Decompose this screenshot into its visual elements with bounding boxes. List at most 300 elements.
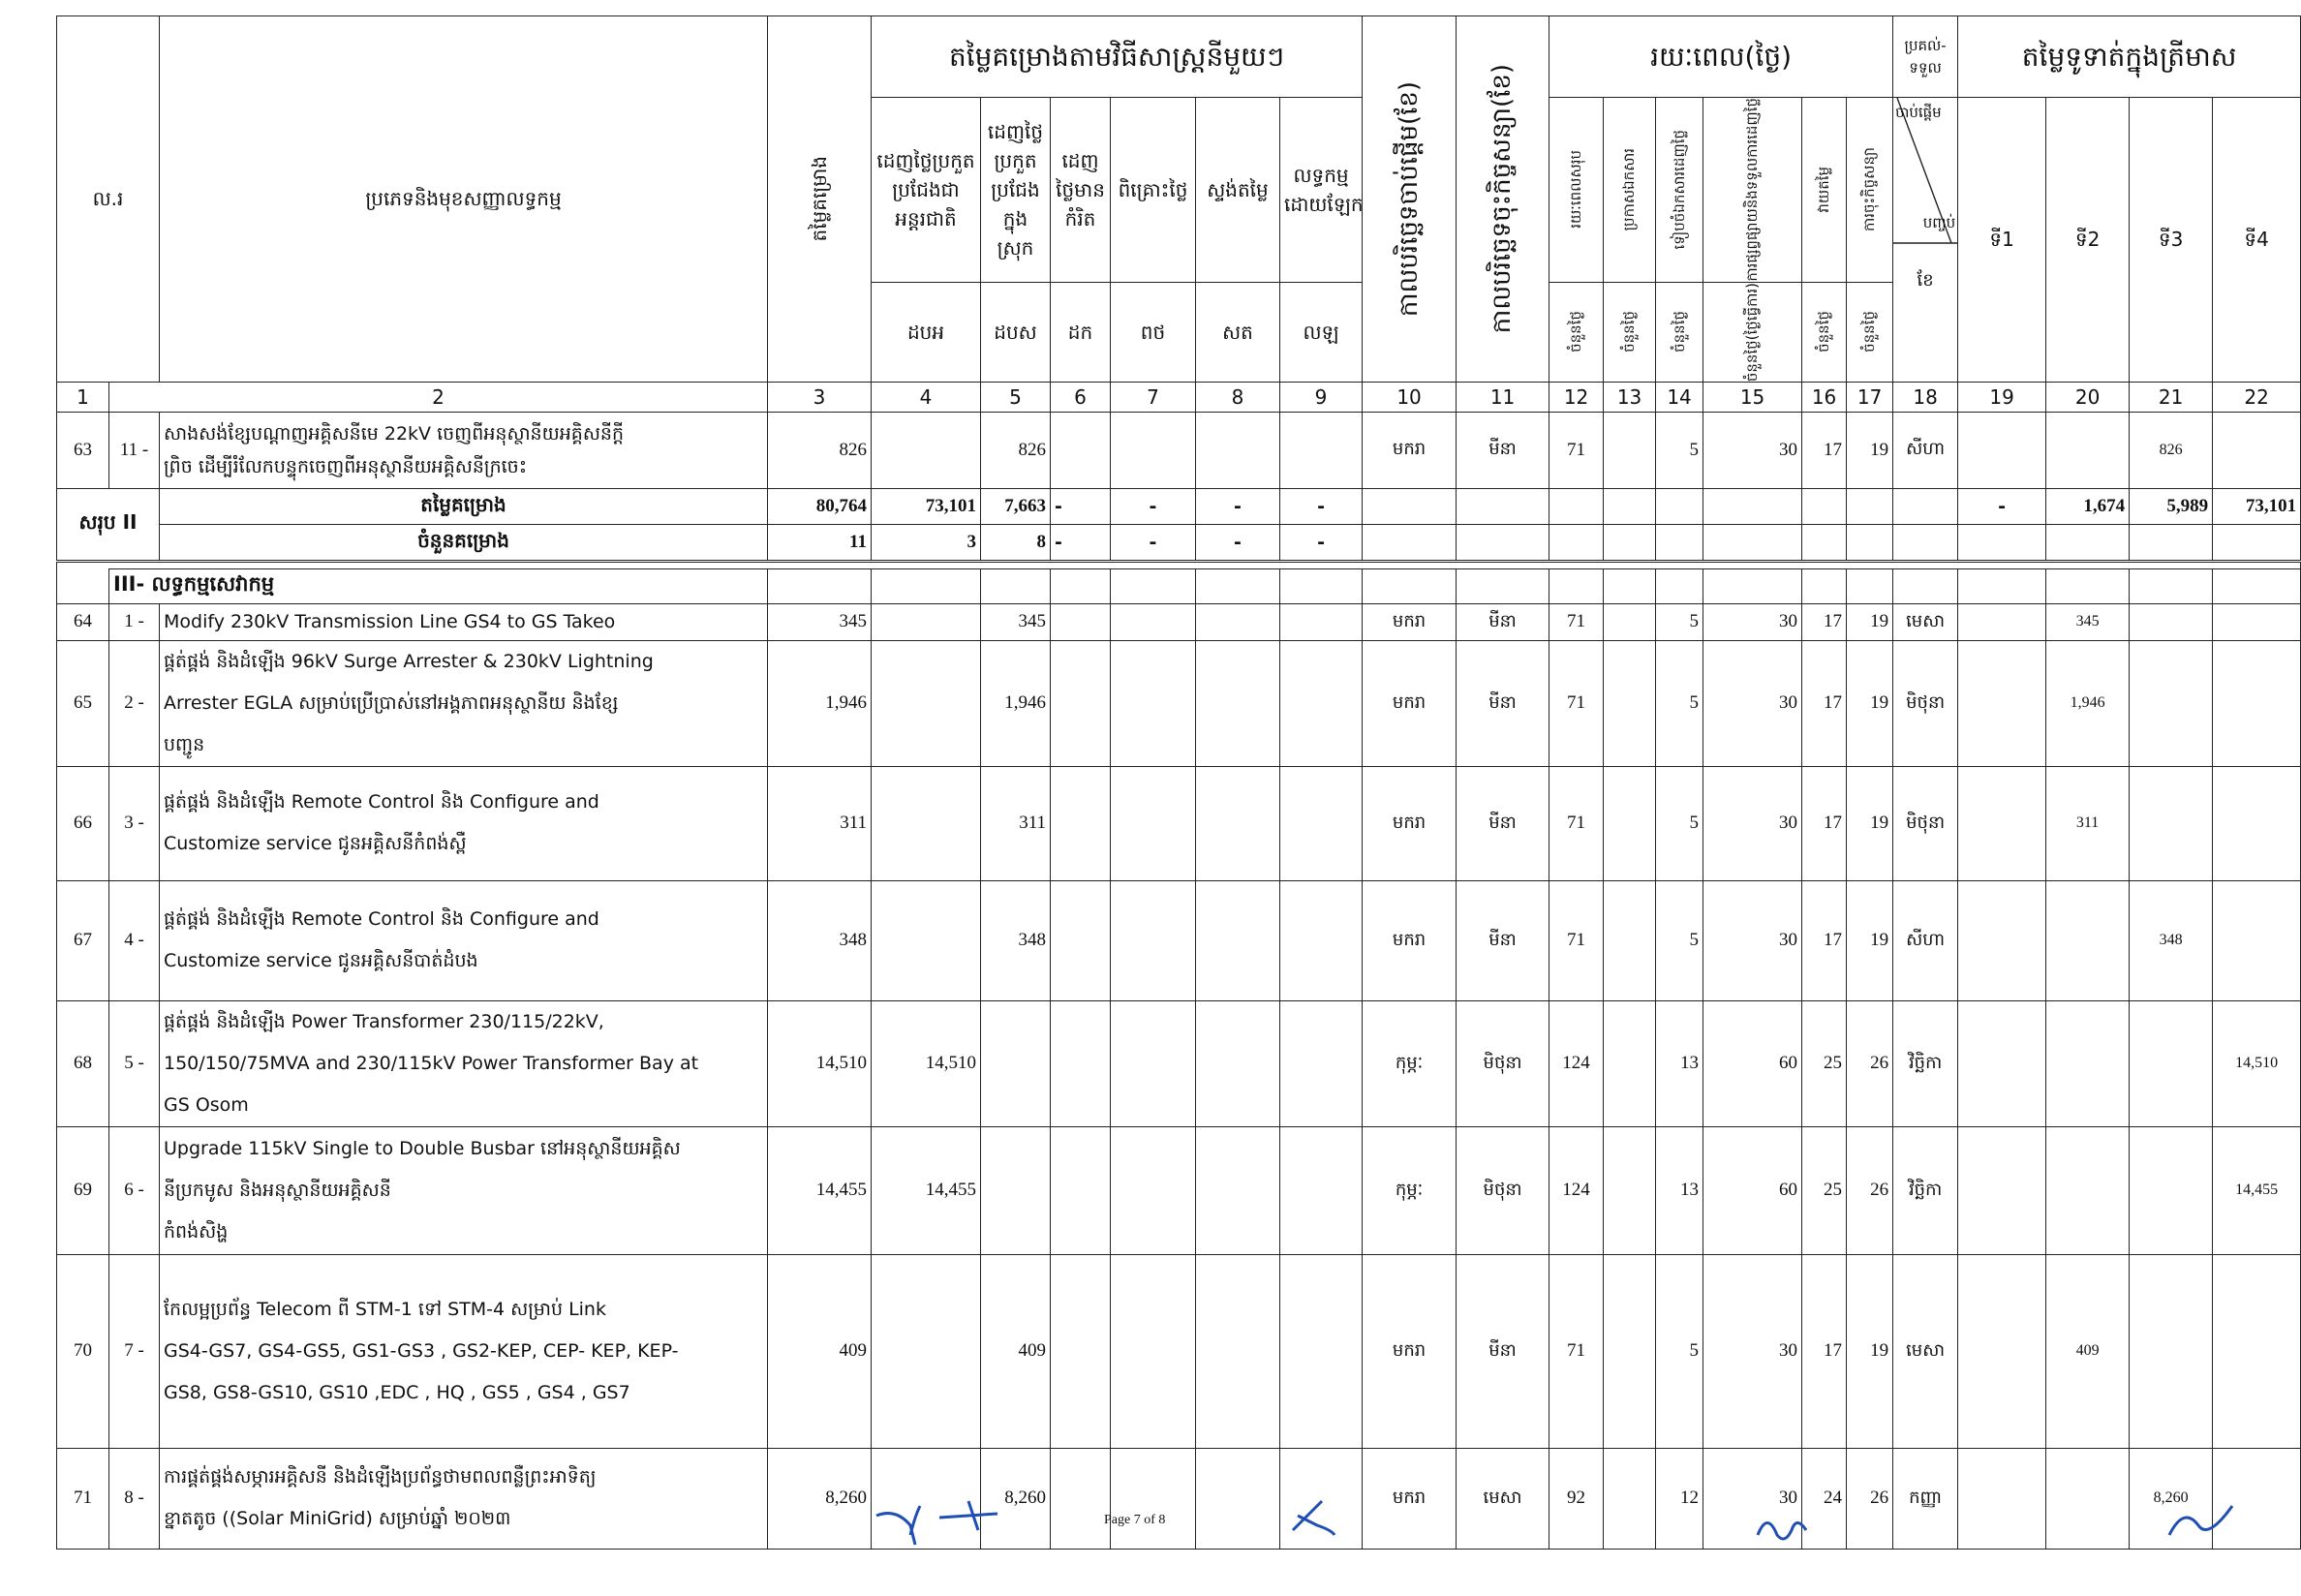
cell-ncb: 1,946: [981, 640, 1051, 766]
section-row: [57, 568, 2301, 603]
cell-sign: មិថុនា: [1457, 1000, 1549, 1126]
col-number: 11: [1457, 382, 1549, 412]
col-number: 20: [2046, 382, 2130, 412]
row-description: [160, 880, 768, 1000]
desc-line: ខ្នាតតូច ((Solar MiniGrid) សម្រាប់ឆ្នាំ ២០២៣: [164, 1508, 511, 1530]
cell-estimated: 348: [768, 880, 872, 1000]
cell-d4: 30: [1703, 1254, 1802, 1448]
col-number: 14: [1656, 382, 1703, 412]
cell-start: កុម្ភៈ: [1363, 1126, 1457, 1254]
cell-d2: [1604, 640, 1656, 766]
table-row: [57, 603, 2301, 640]
header-unit-days: ចំនួនថ្ងៃ: [1860, 311, 1879, 353]
row-sub-no: 11 -: [109, 412, 160, 488]
total-limited: -: [1051, 488, 1111, 524]
cell-d3: 13: [1656, 1000, 1703, 1126]
row-no: 63: [57, 412, 109, 488]
cell-d5: 25: [1802, 1126, 1847, 1254]
col-number: 15: [1703, 382, 1802, 412]
cell-d1: 71: [1549, 766, 1604, 880]
count-shopping: -: [1196, 524, 1280, 561]
cell-shopping: [1196, 880, 1280, 1000]
cell-consult: [1111, 1000, 1196, 1126]
total-cost-row: [57, 488, 2301, 524]
header-sign-date: កាលបរិច្ឆេទចុះកិច្ចសន្យា(ខែ): [1488, 64, 1518, 334]
cell-d4: 30: [1703, 640, 1802, 766]
total-label: សរុប II: [57, 488, 160, 561]
cell-q4: [2213, 766, 2301, 880]
cell-consult: [1111, 1126, 1196, 1254]
cell-d6: 26: [1847, 1126, 1893, 1254]
cell-consult: [1111, 880, 1196, 1000]
cell-limited: [1051, 640, 1111, 766]
cell-delivery: មិថុនា: [1893, 640, 1958, 766]
cell-q1: [1958, 412, 2046, 488]
header-abbr-shopping: សត: [1196, 282, 1280, 382]
cell-d1: 71: [1549, 603, 1604, 640]
table-row: [57, 1254, 2301, 1448]
cell-d3: 12: [1656, 1448, 1703, 1549]
cell-d5: 17: [1802, 766, 1847, 880]
header-unit-days: ចំនួនថ្ងៃ: [1670, 311, 1688, 353]
cell-icb: 14,510: [872, 1000, 981, 1126]
cell-q4: [2213, 640, 2301, 766]
cell-shopping: [1196, 640, 1280, 766]
cell-q2: 311: [2046, 766, 2130, 880]
header-unit-days: ចំនួនថ្ងៃ: [1567, 311, 1585, 353]
desc-line: បញ្ជូន: [164, 733, 205, 755]
cell-q3: [2130, 1254, 2213, 1448]
cell-sign: មីនា: [1457, 412, 1549, 488]
row-no: 68: [57, 1000, 109, 1126]
cell-d4: 30: [1703, 880, 1802, 1000]
cell-q3: 8,260: [2130, 1448, 2213, 1549]
cell-icb: [872, 880, 981, 1000]
cell-start: កុម្ភៈ: [1363, 1000, 1457, 1126]
header-evaluation: វាយតម្លៃ: [1815, 167, 1833, 213]
header-no: ល.រ: [57, 16, 160, 383]
row-no: 67: [57, 880, 109, 1000]
total-shopping: -: [1196, 488, 1280, 524]
desc-line: Arrester EGLA សម្រាប់ប្រើប្រាស់នៅអង្គភាពអនុស្ថានីយ និងខ្សែ: [164, 691, 619, 714]
cell-q3: [2130, 640, 2213, 766]
desc-line: GS8, GS8-GS10, GS10 ,EDC , HQ , GS5 , GS4 , GS7: [164, 1381, 630, 1403]
header-q4: ទី4: [2213, 98, 2301, 383]
col-number: 10: [1363, 382, 1457, 412]
cell-shopping: [1196, 1126, 1280, 1254]
cell-consult: [1111, 412, 1196, 488]
col-number: 5: [981, 382, 1051, 412]
desc-line: Upgrade 115kV Single to Double Busbar នៅអនុស្ថានីយអគ្គិស: [164, 1137, 681, 1159]
cell-consult: [1111, 640, 1196, 766]
cell-q3: [2130, 766, 2213, 880]
row-sub-no: 3 -: [109, 766, 160, 880]
table-row: [57, 640, 2301, 766]
cell-direct: [1280, 1126, 1363, 1254]
cell-sign: មីនា: [1457, 766, 1549, 880]
cell-start: មករា: [1363, 640, 1457, 766]
cell-icb: [872, 412, 981, 488]
cell-d3: 5: [1656, 412, 1703, 488]
cell-q1: [1958, 766, 2046, 880]
cell-d1: 92: [1549, 1448, 1604, 1549]
row-description: [160, 1254, 768, 1448]
cell-estimated: 311: [768, 766, 872, 880]
cell-shopping: [1196, 412, 1280, 488]
cell-q4: [2213, 412, 2301, 488]
header-announce: ប្រកាសឯកសារ: [1620, 148, 1639, 231]
cell-start: មករា: [1363, 1254, 1457, 1448]
cell-q1: [1958, 880, 2046, 1000]
cell-consult: [1111, 766, 1196, 880]
cell-icb: [872, 1254, 981, 1448]
cell-d2: [1604, 603, 1656, 640]
cell-estimated: 14,455: [768, 1126, 872, 1254]
header-method-direct: លទ្ធកម្មដោយឡែក: [1280, 98, 1363, 283]
header-month: ខែ: [1917, 270, 1934, 291]
desc-line: ការផ្គត់ផ្គង់សម្ភារអគ្គិសនី និងដំឡើងប្រព័ន្ធថាមពលពន្លឺព្រះអាទិត្យ: [164, 1466, 597, 1489]
col-number: 13: [1604, 382, 1656, 412]
cell-ncb: 311: [981, 766, 1051, 880]
count-estimated: 11: [768, 524, 872, 561]
procurement-plan-sheet: [56, 15, 2297, 1550]
cell-ncb: [981, 1000, 1051, 1126]
header-q3: ទី3: [2130, 98, 2213, 383]
row-sub-no: 6 -: [109, 1126, 160, 1254]
cell-d4: 30: [1703, 412, 1802, 488]
row-sub-no: 8 -: [109, 1448, 160, 1549]
cell-d5: 24: [1802, 1448, 1847, 1549]
cell-d6: 26: [1847, 1000, 1893, 1126]
cell-d1: 71: [1549, 880, 1604, 1000]
cell-d3: 5: [1656, 1254, 1703, 1448]
cell-direct: [1280, 766, 1363, 880]
cell-limited: [1051, 1126, 1111, 1254]
column-number-row: [57, 382, 2301, 412]
cell-d5: 17: [1802, 603, 1847, 640]
cell-d2: [1604, 1126, 1656, 1254]
table-header: [57, 16, 2301, 413]
cell-d2: [1604, 766, 1656, 880]
row-no: 70: [57, 1254, 109, 1448]
cell-d6: 19: [1847, 766, 1893, 880]
cell-q2: [2046, 1000, 2130, 1126]
table-row: [57, 766, 2301, 880]
cell-ncb: 826: [981, 412, 1051, 488]
cell-d4: 30: [1703, 1448, 1802, 1549]
row-description: [160, 412, 768, 488]
cell-start: មករា: [1363, 412, 1457, 488]
total-q4: 73,101: [2213, 488, 2301, 524]
header-quarter: តម្លៃទូទាត់ក្នុងត្រីមាស: [1958, 16, 2301, 98]
cell-q1: [1958, 603, 2046, 640]
total-count-row: [57, 524, 2301, 561]
col-number: 3: [768, 382, 872, 412]
row-description: [160, 1126, 768, 1254]
header-method-shopping: ស្ទង់តម្លៃ: [1196, 98, 1280, 283]
cell-start: មករា: [1363, 766, 1457, 880]
desc-line: កំពង់សិង្ហ: [164, 1220, 229, 1243]
header-method-icb: ដេញថ្លៃប្រកួតប្រជែងជាអន្តរជាតិ: [872, 98, 981, 283]
cell-q3: [2130, 1126, 2213, 1254]
col-number: 19: [1958, 382, 2046, 412]
col-number: 7: [1111, 382, 1196, 412]
cell-q1: [1958, 1000, 2046, 1126]
row-no: 65: [57, 640, 109, 766]
col-number: 21: [2130, 382, 2213, 412]
cell-q4: [2213, 880, 2301, 1000]
cell-q2: [2046, 880, 2130, 1000]
cell-icb: [872, 603, 981, 640]
cell-start: មករា: [1363, 880, 1457, 1000]
col-number: 18: [1893, 382, 1958, 412]
desc-line: ផ្គត់ផ្គង់ និងដំឡើង Power Transformer 230/115/22kV,: [164, 1010, 604, 1032]
cell-delivery: មិថុនា: [1893, 766, 1958, 880]
cell-d5: 17: [1802, 880, 1847, 1000]
cell-d1: 124: [1549, 1000, 1604, 1126]
header-method-ncb: ដេញថ្លៃប្រកួតប្រជែងក្នុងស្រុក: [981, 98, 1051, 283]
total-q3: 5,989: [2130, 488, 2213, 524]
cell-direct: [1280, 1254, 1363, 1448]
desc-line: ផ្គត់ផ្គង់ និងដំឡើង Remote Control និង Configure and: [164, 908, 599, 931]
header-type: ប្រភេទនិងមុខសញ្ញាលទ្ធកម្ម: [160, 16, 768, 383]
cell-q1: [1958, 640, 2046, 766]
header-delivery-end: បញ្ចប់: [1922, 214, 1956, 231]
header-abbr-limited: ដក: [1051, 282, 1111, 382]
header-abbr-icb: ដបអ: [872, 282, 981, 382]
cell-d6: 19: [1847, 640, 1893, 766]
header-abbr-direct: លឡ: [1280, 282, 1363, 382]
count-consult: -: [1111, 524, 1196, 561]
total-q2: 1,674: [2046, 488, 2130, 524]
cell-consult: [1111, 1254, 1196, 1448]
cell-estimated: 826: [768, 412, 872, 488]
cell-estimated: 14,510: [768, 1000, 872, 1126]
cell-sign: មីនា: [1457, 1254, 1549, 1448]
row-description: [160, 640, 768, 766]
cell-estimated: 8,260: [768, 1448, 872, 1549]
cell-d1: 71: [1549, 412, 1604, 488]
cell-d5: 25: [1802, 1000, 1847, 1126]
cell-shopping: [1196, 766, 1280, 880]
cell-q4: 14,510: [2213, 1000, 2301, 1126]
procurement-table: [56, 15, 2301, 1550]
col-number: 22: [2213, 382, 2301, 412]
header-q2: ទី2: [2046, 98, 2130, 383]
col-number: 1: [57, 382, 109, 412]
cell-icb: [872, 640, 981, 766]
cell-q3: 826: [2130, 412, 2213, 488]
count-limited: -: [1051, 524, 1111, 561]
total-ncb: 7,663: [981, 488, 1051, 524]
header-delivery-split: [1893, 98, 1958, 383]
cell-limited: [1051, 766, 1111, 880]
header-start-date: កាលបរិច្ឆេទចាប់ផ្តើម(ខែ): [1394, 80, 1424, 317]
cell-ncb: 345: [981, 603, 1051, 640]
col-number: 17: [1847, 382, 1893, 412]
header-method-consult: ពិគ្រោះថ្លៃ: [1111, 98, 1196, 283]
row-no: 71: [57, 1448, 109, 1549]
cell-sign: មីនា: [1457, 880, 1549, 1000]
cell-start: មករា: [1363, 603, 1457, 640]
cell-d3: 5: [1656, 640, 1703, 766]
cell-direct: [1280, 880, 1363, 1000]
cell-d1: 71: [1549, 640, 1604, 766]
cell-ncb: 348: [981, 880, 1051, 1000]
cell-limited: [1051, 880, 1111, 1000]
row-description: [160, 1448, 768, 1549]
cell-sign: មីនា: [1457, 640, 1549, 766]
header-method-limited: ដេញថ្លៃមានកំរិត: [1051, 98, 1111, 283]
table-row: [57, 880, 2301, 1000]
total-q1: -: [1958, 488, 2046, 524]
header-contract-sign: ការចុះកិច្ចសន្យា: [1860, 147, 1879, 232]
desc-line: Modify 230kV Transmission Line GS4 to GS Takeo: [164, 611, 616, 633]
cell-d4: 60: [1703, 1000, 1802, 1126]
cell-d2: [1604, 1000, 1656, 1126]
cell-estimated: 1,946: [768, 640, 872, 766]
table-row: [57, 412, 2301, 488]
desc-line: Customize service ជូនអគ្គិសនីបាត់ដំបង: [164, 950, 478, 972]
cell-d2: [1604, 1254, 1656, 1448]
cell-d1: 124: [1549, 1126, 1604, 1254]
page-number: Page 7 of 8: [1104, 1513, 1166, 1527]
cell-d2: [1604, 880, 1656, 1000]
cell-shopping: [1196, 1000, 1280, 1126]
desc-line: កែលម្អប្រព័ន្ធ Telecom ពី STM-1 ទៅ STM-4 សម្រាប់ Link: [164, 1298, 606, 1320]
row-sub-no: 7 -: [109, 1254, 160, 1448]
cell-delivery: កញ្ញា: [1893, 1448, 1958, 1549]
cell-limited: [1051, 412, 1111, 488]
cell-direct: [1280, 640, 1363, 766]
header-publish-receive: ការផ្សព្វផ្សាយនិងទទួលការដេញថ្លៃ: [1743, 98, 1762, 282]
row-description: [160, 1000, 768, 1126]
desc-line: 150/150/75MVA and 230/115kV Power Transformer Bay at: [164, 1052, 699, 1074]
cell-ncb: 409: [981, 1254, 1051, 1448]
header-abbr-consult: ពថ: [1111, 282, 1196, 382]
cell-d4: 30: [1703, 766, 1802, 880]
row-sub-no: 2 -: [109, 640, 160, 766]
row-sub-no: 5 -: [109, 1000, 160, 1126]
count-direct: -: [1280, 524, 1363, 561]
count-ncb: 8: [981, 524, 1051, 561]
cell-delivery: វិច្ឆិកា: [1893, 1000, 1958, 1126]
cell-icb: 14,455: [872, 1126, 981, 1254]
header-abbr-ncb: ដបស: [981, 282, 1051, 382]
header-total-duration: រយៈពេលសរុប: [1567, 150, 1585, 230]
row-no: 69: [57, 1126, 109, 1254]
cell-d3: 5: [1656, 880, 1703, 1000]
total-icb: 73,101: [872, 488, 981, 524]
row-no: 64: [57, 603, 109, 640]
cell-estimated: 409: [768, 1254, 872, 1448]
cell-ncb: 8,260: [981, 1448, 1051, 1549]
desc-line: GS Osom: [164, 1093, 249, 1116]
cell-q4: [2213, 603, 2301, 640]
cell-shopping: [1196, 1254, 1280, 1448]
cell-q4: 14,455: [2213, 1126, 2301, 1254]
col-number: 9: [1280, 382, 1363, 412]
cell-limited: [1051, 1000, 1111, 1126]
row-description: [160, 766, 768, 880]
cell-d3: 5: [1656, 766, 1703, 880]
handwritten-initials: [872, 1496, 2247, 1554]
cell-d2: [1604, 412, 1656, 488]
cell-d1: 71: [1549, 1254, 1604, 1448]
col-number: 2: [109, 382, 768, 412]
cell-d3: 13: [1656, 1126, 1703, 1254]
cell-d6: 26: [1847, 1448, 1893, 1549]
separator-row: [57, 561, 2301, 568]
row-no: 66: [57, 766, 109, 880]
header-delivery: ប្រគល់-ទទួល: [1893, 16, 1958, 98]
header-unit-days: ចំនួនថ្ងៃ: [1815, 311, 1833, 353]
header-delivery-start: ចាប់ផ្តើម: [1895, 104, 1942, 121]
header-by-method: តម្លៃគម្រោងតាមវិធីសាស្ត្រនីមួយៗ: [872, 16, 1363, 98]
col-number: 12: [1549, 382, 1604, 412]
cell-icb: [872, 766, 981, 880]
cell-d4: 60: [1703, 1126, 1802, 1254]
cell-d6: 19: [1847, 880, 1893, 1000]
cell-q1: [1958, 1126, 2046, 1254]
cell-q3: 348: [2130, 880, 2213, 1000]
table-body: [57, 412, 2301, 1549]
cell-sign: មិថុនា: [1457, 1126, 1549, 1254]
col-number: 6: [1051, 382, 1111, 412]
header-estimated: តម្លៃគម្រោង: [808, 156, 831, 242]
cell-estimated: 345: [768, 603, 872, 640]
desc-line: Customize service ជូនអគ្គិសនីកំពង់ស្ពឺ: [164, 833, 467, 855]
cell-q2: 345: [2046, 603, 2130, 640]
desc-line: ផ្គត់ផ្គង់ និងដំឡើង 96kV Surge Arrester & 230kV Lightning: [164, 650, 654, 672]
cell-d5: 17: [1802, 640, 1847, 766]
cell-direct: [1280, 1000, 1363, 1126]
cell-start: មករា: [1363, 1448, 1457, 1549]
cell-q3: [2130, 603, 2213, 640]
cell-d6: 19: [1847, 603, 1893, 640]
header-duration: រយៈពេល(ថ្ងៃ): [1549, 16, 1893, 98]
cell-q2: 1,946: [2046, 640, 2130, 766]
section-title: III- លទ្ធកម្មសេវាកម្ម: [109, 568, 768, 603]
cell-limited: [1051, 603, 1111, 640]
desc-line: GS4-GS7, GS4-GS5, GS1-GS3 , GS2-KEP, CEP- KEP, KEP-: [164, 1339, 679, 1362]
table-row: [57, 1126, 2301, 1254]
col-number: 4: [872, 382, 981, 412]
header-prepare-docs: ទៀបចំឯកសារដេញថ្លៃ: [1670, 130, 1688, 250]
cell-sign: មេសា: [1457, 1448, 1549, 1549]
row-sub-no: 1 -: [109, 603, 160, 640]
cell-d5: 17: [1802, 1254, 1847, 1448]
desc-line: ព្រិច ដើម្បីរំលែកបន្ទុកចេញពីអនុស្ថានីយអគ្គិសនីក្រចេះ: [164, 455, 528, 477]
total-count-label: ចំនួនគម្រោង: [160, 524, 768, 561]
cell-d4: 30: [1703, 603, 1802, 640]
cell-delivery: មេសា: [1893, 603, 1958, 640]
table-row: [57, 1000, 2301, 1126]
total-consult: -: [1111, 488, 1196, 524]
desc-line: នីប្រកមូស និងអនុស្ថានីយអគ្គិសនី: [164, 1179, 391, 1201]
col-number: 8: [1196, 382, 1280, 412]
cell-delivery: មេសា: [1893, 1254, 1958, 1448]
cell-limited: [1051, 1254, 1111, 1448]
cell-delivery: វិច្ឆិកា: [1893, 1126, 1958, 1254]
cell-q2: 409: [2046, 1254, 2130, 1448]
cell-delivery: សីហា: [1893, 880, 1958, 1000]
col-number: 16: [1802, 382, 1847, 412]
total-cost-label: តម្លៃគម្រោង: [160, 488, 768, 524]
desc-line: ផ្គត់ផ្គង់ និងដំឡើង Remote Control និង Configure and: [164, 791, 599, 813]
cell-q1: [1958, 1254, 2046, 1448]
cell-ncb: [981, 1126, 1051, 1254]
